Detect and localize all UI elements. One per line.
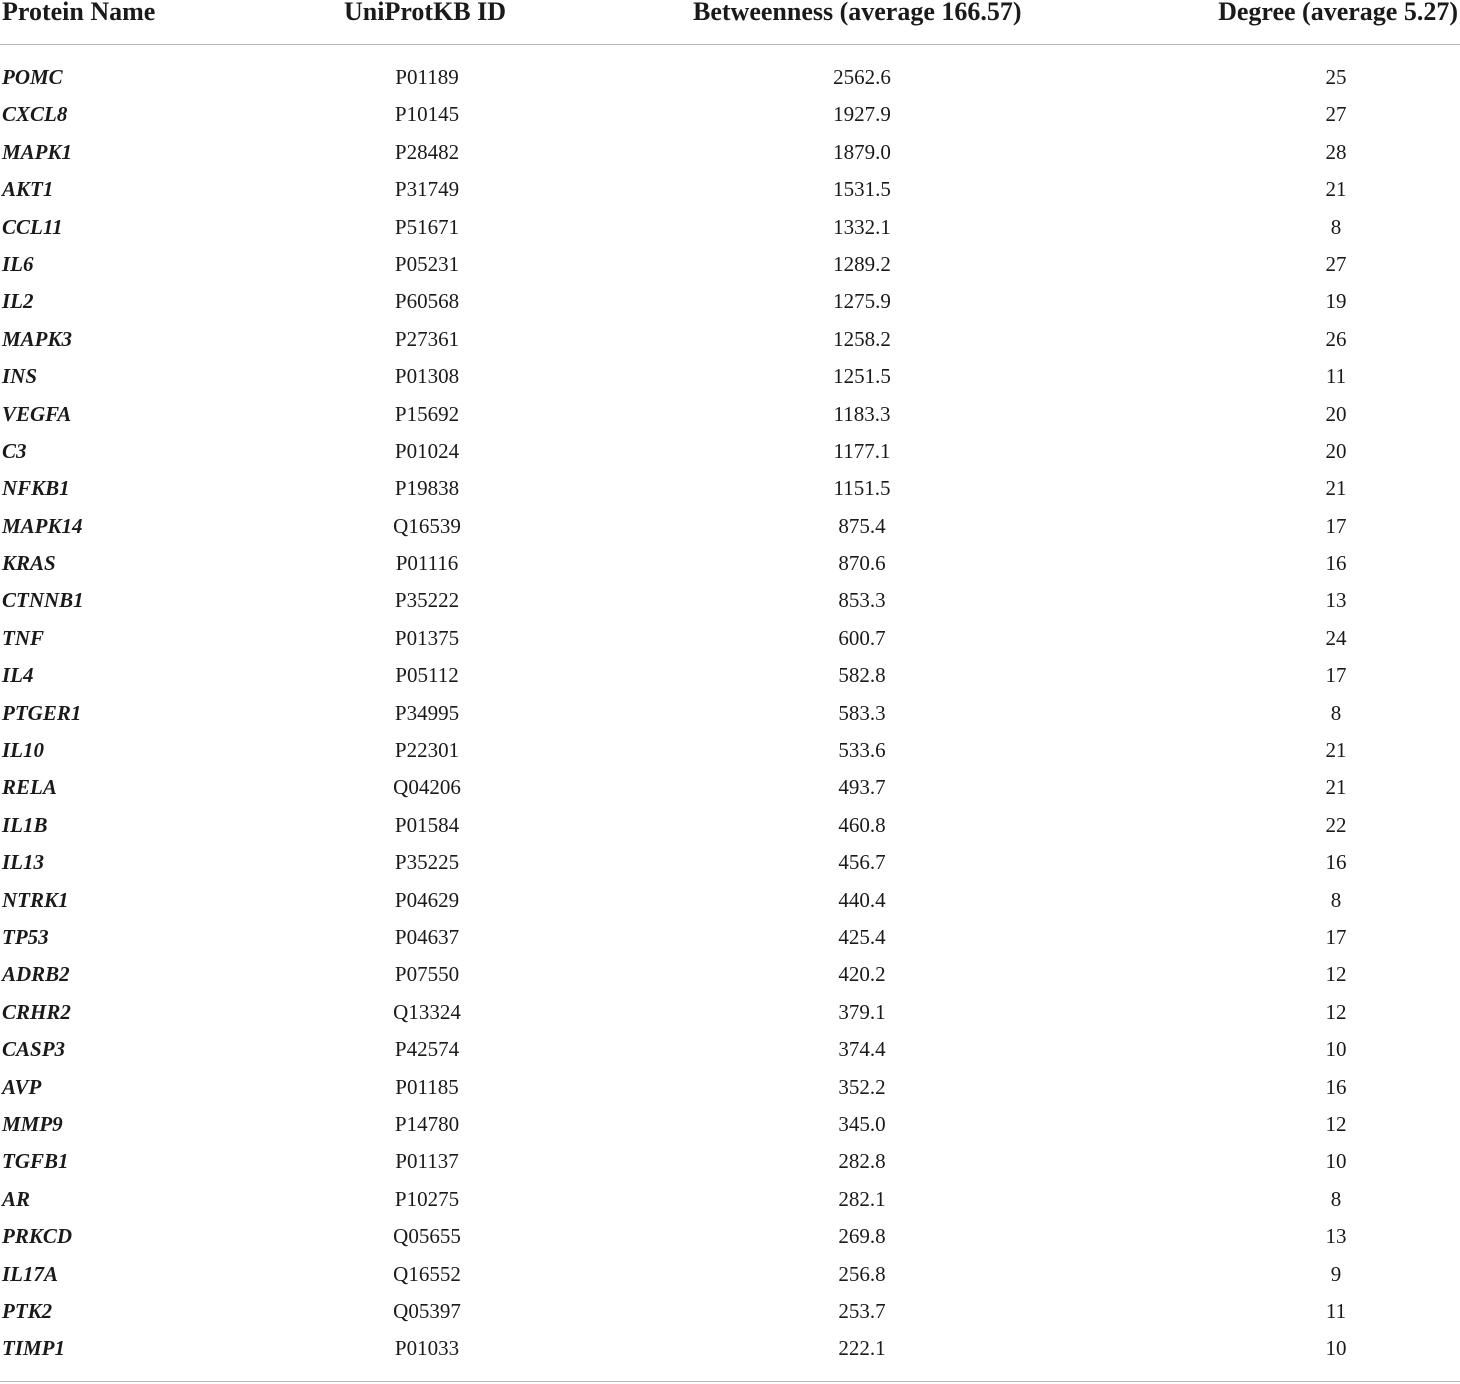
table-body	[0, 45, 1460, 1368]
betweenness-cell: 583.3	[838, 700, 886, 725]
betweenness-cell: 853.3	[838, 588, 886, 613]
betweenness-cell: 345.0	[838, 1111, 886, 1136]
degree-cell: 9	[1330, 1261, 1342, 1286]
degree-cell: 20	[1325, 401, 1347, 426]
uniprot-id-cell: Q05655	[393, 1224, 461, 1249]
uniprot-id-cell: P28482	[394, 139, 460, 164]
table-bottom-rule	[0, 1381, 1460, 1382]
table-row	[0, 994, 1460, 1031]
table-row	[0, 508, 1460, 545]
betweenness-cell: 582.8	[838, 663, 886, 688]
uniprot-id-cell: P05112	[395, 663, 459, 688]
betweenness-cell: 2562.6	[833, 65, 891, 89]
betweenness-cell: 1332.1	[833, 214, 891, 239]
table-row	[0, 582, 1460, 619]
degree-cell: 21	[1325, 738, 1347, 763]
protein-name-cell: TIMP1	[2, 1336, 65, 1361]
betweenness-cell: 456.7	[838, 850, 886, 875]
protein-name-cell: IL2	[2, 289, 34, 314]
uniprot-id-cell: P01116	[395, 551, 459, 576]
protein-name-cell: AKT1	[2, 177, 54, 202]
protein-name-cell: CASP3	[2, 1037, 66, 1062]
uniprot-id-cell: P34995	[394, 700, 460, 725]
table-row	[0, 956, 1460, 993]
table-row	[0, 1256, 1460, 1293]
protein-name-cell: IL10	[2, 738, 44, 763]
degree-cell: 17	[1325, 663, 1347, 688]
protein-name-cell: VEGFA	[2, 401, 72, 426]
betweenness-cell: 1289.2	[833, 251, 891, 276]
uniprot-id-cell: P10145	[394, 102, 460, 127]
protein-name-cell: MAPK3	[2, 326, 73, 351]
table-row	[0, 882, 1460, 919]
table-row	[0, 545, 1460, 582]
table-row	[0, 807, 1460, 844]
protein-name-cell: C3	[2, 438, 27, 463]
degree-cell: 8	[1330, 700, 1342, 725]
protein-name-cell: INS	[2, 364, 38, 389]
uniprot-id-cell: P01185	[395, 1074, 459, 1099]
table-row	[0, 657, 1460, 694]
degree-cell: 12	[1325, 962, 1347, 987]
table-row	[0, 769, 1460, 806]
degree-cell: 8	[1330, 1186, 1342, 1211]
degree-cell: 25	[1325, 65, 1347, 89]
degree-cell: 21	[1325, 775, 1347, 800]
betweenness-cell: 282.8	[838, 1149, 886, 1174]
uniprot-id-cell: Q05397	[393, 1298, 461, 1323]
protein-name-cell: CXCL8	[2, 102, 68, 127]
protein-name-cell: RELA	[2, 775, 57, 800]
protein-name-cell: MAPK14	[2, 513, 83, 538]
table-row	[0, 358, 1460, 395]
table-row	[0, 695, 1460, 732]
degree-cell: 12	[1325, 999, 1347, 1024]
betweenness-cell: 1275.9	[833, 289, 891, 314]
degree-cell: 22	[1325, 812, 1347, 837]
uniprot-id-cell: P14780	[394, 1111, 460, 1136]
protein-name-cell: PRKCD	[2, 1224, 73, 1249]
table-row	[0, 321, 1460, 358]
uniprot-id-cell: P01308	[394, 364, 460, 389]
table-row	[0, 209, 1460, 246]
betweenness-cell: 440.4	[838, 887, 886, 912]
table-row	[0, 1069, 1460, 1106]
protein-name-cell: KRAS	[2, 551, 56, 576]
uniprot-id-cell: P35225	[394, 850, 460, 875]
betweenness-cell: 1151.5	[833, 476, 891, 501]
betweenness-cell: 352.2	[838, 1074, 886, 1099]
table-row	[0, 732, 1460, 769]
betweenness-cell: 256.8	[838, 1261, 886, 1286]
protein-name-cell: ADRB2	[2, 962, 70, 987]
betweenness-cell: 460.8	[838, 812, 886, 837]
degree-cell: 21	[1325, 177, 1347, 202]
degree-cell: 12	[1325, 1111, 1347, 1136]
degree-cell: 17	[1325, 513, 1347, 538]
table-row	[0, 396, 1460, 433]
table-row	[0, 470, 1460, 507]
table-row	[0, 283, 1460, 320]
betweenness-cell: 870.6	[838, 551, 886, 576]
uniprot-id-cell: P05231	[394, 251, 460, 276]
betweenness-cell: 425.4	[838, 924, 886, 949]
uniprot-id-cell: P31749	[394, 177, 460, 202]
uniprot-id-cell: P04629	[394, 887, 460, 912]
table-row	[0, 246, 1460, 283]
protein-name-cell: CRHR2	[2, 999, 71, 1024]
uniprot-id-cell: P35222	[394, 588, 460, 613]
betweenness-cell: 1927.9	[833, 102, 891, 127]
table-row	[0, 1031, 1460, 1068]
degree-cell: 8	[1330, 214, 1342, 239]
degree-cell: 19	[1325, 289, 1347, 314]
uniprot-id-cell: Q16539	[393, 513, 461, 538]
table-row	[0, 919, 1460, 956]
betweenness-cell: 1531.5	[833, 177, 891, 202]
protein-name-cell: IL1B	[2, 812, 48, 837]
degree-cell: 16	[1325, 1074, 1347, 1099]
betweenness-cell: 282.1	[838, 1186, 886, 1211]
uniprot-id-cell: P01137	[395, 1149, 459, 1174]
betweenness-cell: 379.1	[838, 999, 886, 1024]
table-row	[0, 433, 1460, 470]
degree-cell: 10	[1325, 1149, 1347, 1174]
betweenness-cell: 600.7	[838, 625, 886, 650]
protein-name-cell: POMC	[2, 65, 63, 89]
table-row	[0, 1218, 1460, 1255]
degree-cell: 28	[1325, 139, 1347, 164]
protein-name-cell: MAPK1	[2, 139, 73, 164]
protein-name-cell: TNF	[2, 625, 44, 650]
degree-cell: 13	[1325, 1224, 1347, 1249]
betweenness-cell: 269.8	[838, 1224, 886, 1249]
degree-cell: 16	[1325, 850, 1347, 875]
protein-name-cell: IL4	[2, 663, 34, 688]
uniprot-id-cell: P01375	[394, 625, 460, 650]
degree-cell: 10	[1325, 1336, 1347, 1361]
protein-name-cell: CTNNB1	[2, 588, 84, 613]
betweenness-cell: 493.7	[838, 775, 886, 800]
uniprot-id-cell: P60568	[394, 289, 460, 314]
uniprot-id-cell: Q04206	[393, 775, 461, 800]
betweenness-cell: 533.6	[838, 738, 886, 763]
uniprot-id-cell: Q13324	[393, 999, 461, 1024]
uniprot-id-cell: P42574	[394, 1037, 460, 1062]
betweenness-cell: 374.4	[838, 1037, 886, 1062]
betweenness-cell: 420.2	[838, 962, 886, 987]
uniprot-id-cell: P22301	[394, 738, 460, 763]
table-row	[0, 1293, 1460, 1330]
header-degree: Degree (average 5.27)	[1218, 0, 1458, 26]
degree-cell: 20	[1325, 438, 1347, 463]
degree-cell: 11	[1325, 364, 1347, 389]
degree-cell: 17	[1325, 924, 1347, 949]
degree-cell: 13	[1325, 588, 1347, 613]
table-row	[0, 844, 1460, 881]
degree-cell: 10	[1325, 1037, 1347, 1062]
table-row	[0, 59, 1460, 96]
protein-name-cell: CCL11	[2, 214, 63, 239]
uniprot-id-cell: P27361	[394, 326, 460, 351]
protein-name-cell: IL6	[2, 251, 34, 276]
degree-cell: 16	[1325, 551, 1347, 576]
protein-name-cell: IL13	[2, 850, 44, 875]
degree-cell: 24	[1325, 625, 1347, 650]
protein-name-cell: MMP9	[2, 1111, 63, 1136]
table-header-row	[0, 0, 1460, 45]
protein-name-cell: NTRK1	[2, 887, 69, 912]
protein-name-cell: TP53	[2, 924, 49, 949]
table-row	[0, 96, 1460, 133]
protein-name-cell: NFKB1	[2, 476, 70, 501]
degree-cell: 21	[1325, 476, 1347, 501]
uniprot-id-cell: Q16552	[393, 1261, 461, 1286]
header-protein-name: Protein Name	[2, 0, 156, 26]
header-uniprot-id: UniProtKB ID	[344, 0, 507, 26]
table-row	[0, 1106, 1460, 1143]
uniprot-id-cell: P51671	[394, 214, 460, 239]
protein-name-cell: PTGER1	[2, 700, 82, 725]
degree-cell: 11	[1325, 1298, 1347, 1323]
protein-name-cell: PTK2	[2, 1298, 53, 1323]
uniprot-id-cell: P19838	[394, 476, 460, 501]
table-row	[0, 134, 1460, 171]
table-row	[0, 1143, 1460, 1180]
uniprot-id-cell: P01584	[394, 812, 460, 837]
betweenness-cell: 253.7	[838, 1298, 886, 1323]
protein-name-cell: TGFB1	[2, 1149, 69, 1174]
uniprot-id-cell: P01189	[395, 65, 459, 89]
header-betweenness: Betweenness (average 166.57)	[693, 0, 1022, 26]
degree-cell: 26	[1325, 326, 1347, 351]
protein-name-cell: AR	[2, 1186, 31, 1211]
betweenness-cell: 1183.3	[833, 401, 891, 426]
uniprot-id-cell: P10275	[394, 1186, 460, 1211]
betweenness-cell: 1251.5	[833, 364, 891, 389]
degree-cell: 27	[1325, 102, 1347, 127]
table-row	[0, 171, 1460, 208]
uniprot-id-cell: P01024	[394, 438, 460, 463]
betweenness-cell: 1258.2	[833, 326, 891, 351]
degree-cell: 27	[1325, 251, 1347, 276]
uniprot-id-cell: P15692	[394, 401, 460, 426]
table-row	[0, 1330, 1460, 1367]
table-row	[0, 620, 1460, 657]
betweenness-cell: 222.1	[838, 1336, 886, 1361]
betweenness-cell: 1879.0	[833, 139, 891, 164]
uniprot-id-cell: P07550	[394, 962, 460, 987]
table-row	[0, 1181, 1460, 1218]
uniprot-id-cell: P04637	[394, 924, 460, 949]
protein-name-cell: AVP	[2, 1074, 42, 1099]
protein-name-cell: IL17A	[2, 1261, 59, 1286]
betweenness-cell: 1177.1	[833, 438, 891, 463]
betweenness-cell: 875.4	[838, 513, 886, 538]
uniprot-id-cell: P01033	[394, 1336, 460, 1361]
degree-cell: 8	[1330, 887, 1342, 912]
